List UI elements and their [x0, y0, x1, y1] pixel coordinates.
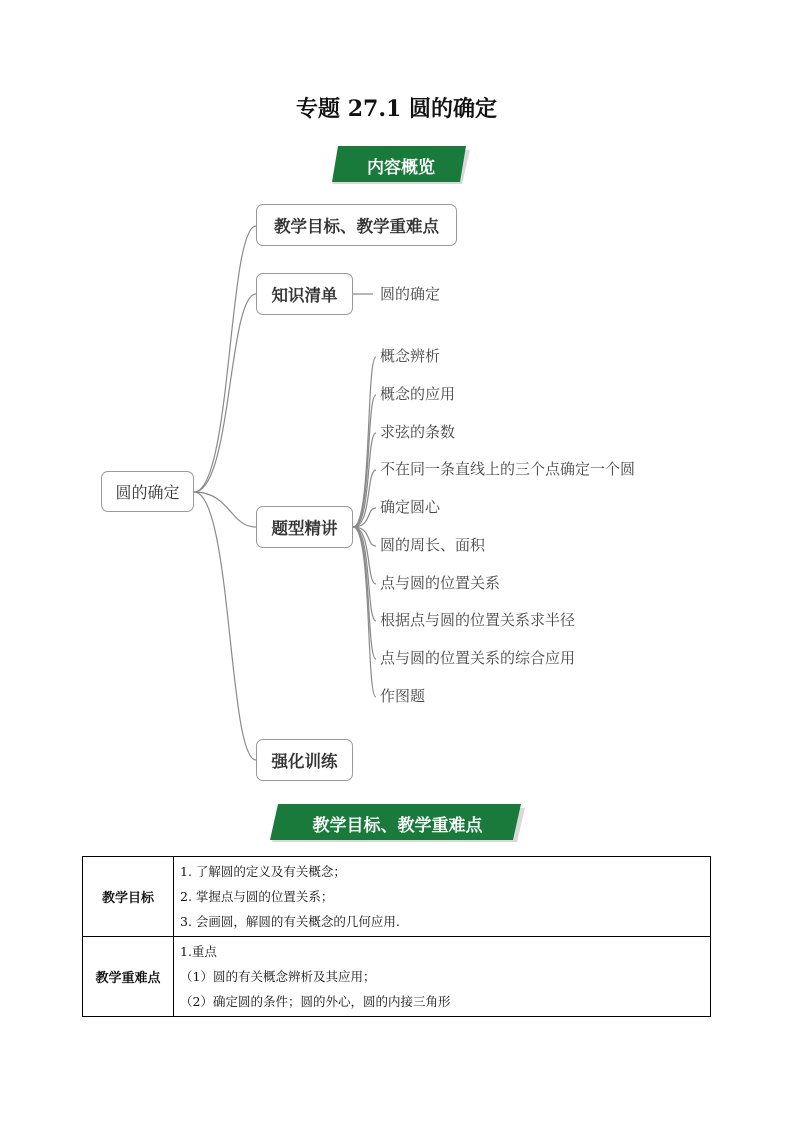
overview-banner-label: 内容概览	[367, 157, 435, 178]
page-title: 专题 27.1 圆的确定	[296, 96, 497, 122]
goals-table	[82, 856, 711, 1017]
row-label: 教学重难点	[83, 937, 174, 1017]
mindmap-branch-goals: 教学目标、教学重难点	[256, 204, 457, 246]
mindmap-leaf: 概念辨析	[380, 347, 441, 365]
goals-banner-label: 教学目标、教学重难点	[312, 815, 483, 836]
row-label: 教学目标	[83, 857, 174, 937]
goals-banner	[270, 804, 525, 842]
content-line: 1.重点	[180, 944, 217, 959]
mindmap-leaf: 圆的确定	[380, 285, 441, 303]
mindmap-leaf: 点与圆的位置关系的综合应用	[380, 649, 576, 667]
table-row	[83, 857, 711, 937]
mindmap-leaf: 圆的周长、面积	[380, 536, 486, 554]
mindmap-leaf: 确定圆心	[380, 498, 441, 516]
mindmap-branch-practice: 强化训练	[256, 739, 353, 781]
mindmap-leaf: 点与圆的位置关系	[380, 574, 501, 592]
row-content	[174, 857, 711, 937]
content-line: 2. 掌握点与圆的位置关系；	[180, 889, 334, 904]
mindmap-leaf: 求弦的条数	[380, 423, 456, 441]
mindmap-leaf: 不在同一条直线上的三个点确定一个圆	[380, 460, 636, 478]
content-line: 1. 了解圆的定义及有关概念；	[180, 864, 346, 879]
mindmap-leaf: 根据点与圆的位置关系求半径	[380, 611, 576, 629]
mindmap-branch-question-types: 题型精讲	[256, 506, 353, 548]
mindmap-leaf: 概念的应用	[380, 385, 456, 403]
table-row	[83, 937, 711, 1017]
content-line: （2）确定圆的条件；圆的外心，圆的内接三角形	[180, 994, 451, 1009]
row-content	[174, 937, 711, 1017]
mindmap-branch-knowledge: 知识清单	[256, 273, 353, 315]
content-line: （1）圆的有关概念辨析及其应用；	[180, 969, 376, 984]
mindmap-root: 圆的确定	[101, 471, 194, 512]
content-line: 3. 会画圆，解圆的有关概念的几何应用.	[180, 914, 400, 929]
mindmap-leaf: 作图题	[380, 687, 426, 705]
